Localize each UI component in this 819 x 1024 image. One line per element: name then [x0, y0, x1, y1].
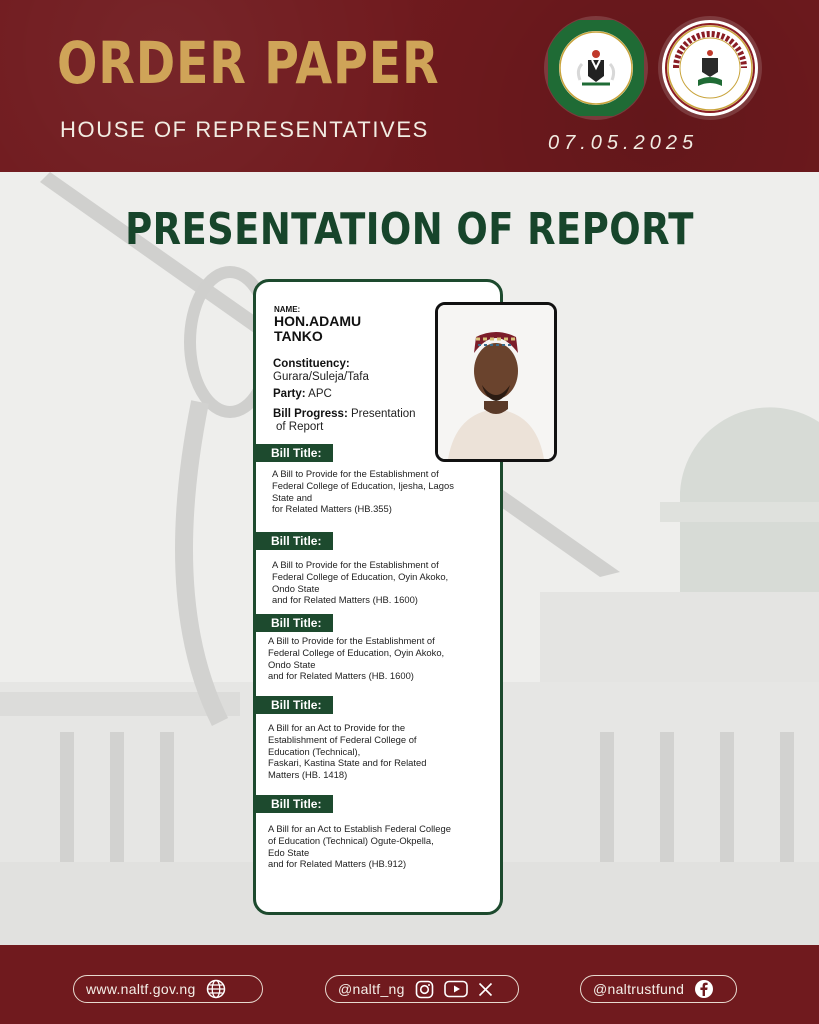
- website-text: www.naltf.gov.ng: [86, 981, 196, 997]
- facebook-link[interactable]: [580, 975, 737, 1003]
- bill-progress-field: [273, 408, 416, 434]
- bill-title-text: A Bill to Provide for the Establishment of Federal College of Education, Oyin Akoko, Ondo State and for Related Matters (HB. 1600): [272, 559, 449, 606]
- party-field: [273, 388, 332, 401]
- globe-icon: [206, 979, 226, 999]
- x-icon[interactable]: [478, 982, 493, 997]
- social-handle-text: @naltf_ng: [338, 981, 405, 997]
- bill-title-tag: Bill Title:: [255, 444, 333, 462]
- constituency-label: Constituency:: [273, 358, 350, 370]
- page-subtitle: HOUSE OF REPRESENTATIVES: [60, 117, 429, 142]
- page-title: ORDER PAPER: [57, 29, 440, 97]
- facebook-handle-text: @naltrustfund: [593, 981, 685, 997]
- section-heading: PRESENTATION OF REPORT: [125, 204, 694, 255]
- order-date: 07.05.2025: [548, 132, 699, 154]
- bill-progress-label: Bill Progress:: [273, 408, 348, 420]
- member-name-line2: TANKO: [274, 328, 323, 344]
- member-name-line1: HON.ADAMU: [274, 313, 362, 329]
- house-of-representatives-seal-icon: [548, 20, 644, 116]
- social-handle-link[interactable]: [325, 975, 519, 1003]
- bill-title-text: A Bill to Provide for the Establishment of Federal College of Education, Oyin Akoko, Ondo State and for Related Matters (HB. 1600): [268, 635, 445, 682]
- member-portrait-icon: [435, 302, 557, 462]
- member-name: [274, 314, 414, 344]
- instagram-icon[interactable]: [415, 980, 434, 999]
- party-value: APC: [308, 388, 332, 400]
- bill-title-text: A Bill to Provide for the Establishment of Federal College of Education, Ijesha, Lagos State and for Related Matters (HB.355): [272, 468, 454, 515]
- bill-title-text: A Bill for an Act to Provide for the Establishment of Federal College of Education (Technical), Faskari, Kastina State and for Related Matters (HB. 1418): [268, 722, 427, 781]
- bill-title-tag: Bill Title:: [255, 614, 333, 632]
- constituency-value: Gurara/Suleja/Tafa: [273, 371, 369, 383]
- bill-title-tag: Bill Title:: [255, 696, 333, 714]
- facebook-icon: [694, 979, 714, 999]
- bill-progress-value-2: of Report: [276, 421, 324, 433]
- bill-title-tag: Bill Title:: [255, 532, 333, 550]
- bill-title-tag: Bill Title:: [255, 795, 333, 813]
- website-link[interactable]: [73, 975, 263, 1003]
- constituency-field: [273, 358, 369, 384]
- party-label: Party:: [273, 388, 306, 400]
- name-label: NAME:: [274, 305, 301, 314]
- bill-progress-value-1: Presentation: [350, 408, 416, 420]
- library-trust-fund-seal-icon: [662, 20, 758, 116]
- youtube-icon[interactable]: [444, 980, 468, 998]
- bill-title-text: A Bill for an Act to Establish Federal College of Education (Technical) Ogute-Okpella, Edo State and for Related Matters (HB.912): [268, 823, 451, 870]
